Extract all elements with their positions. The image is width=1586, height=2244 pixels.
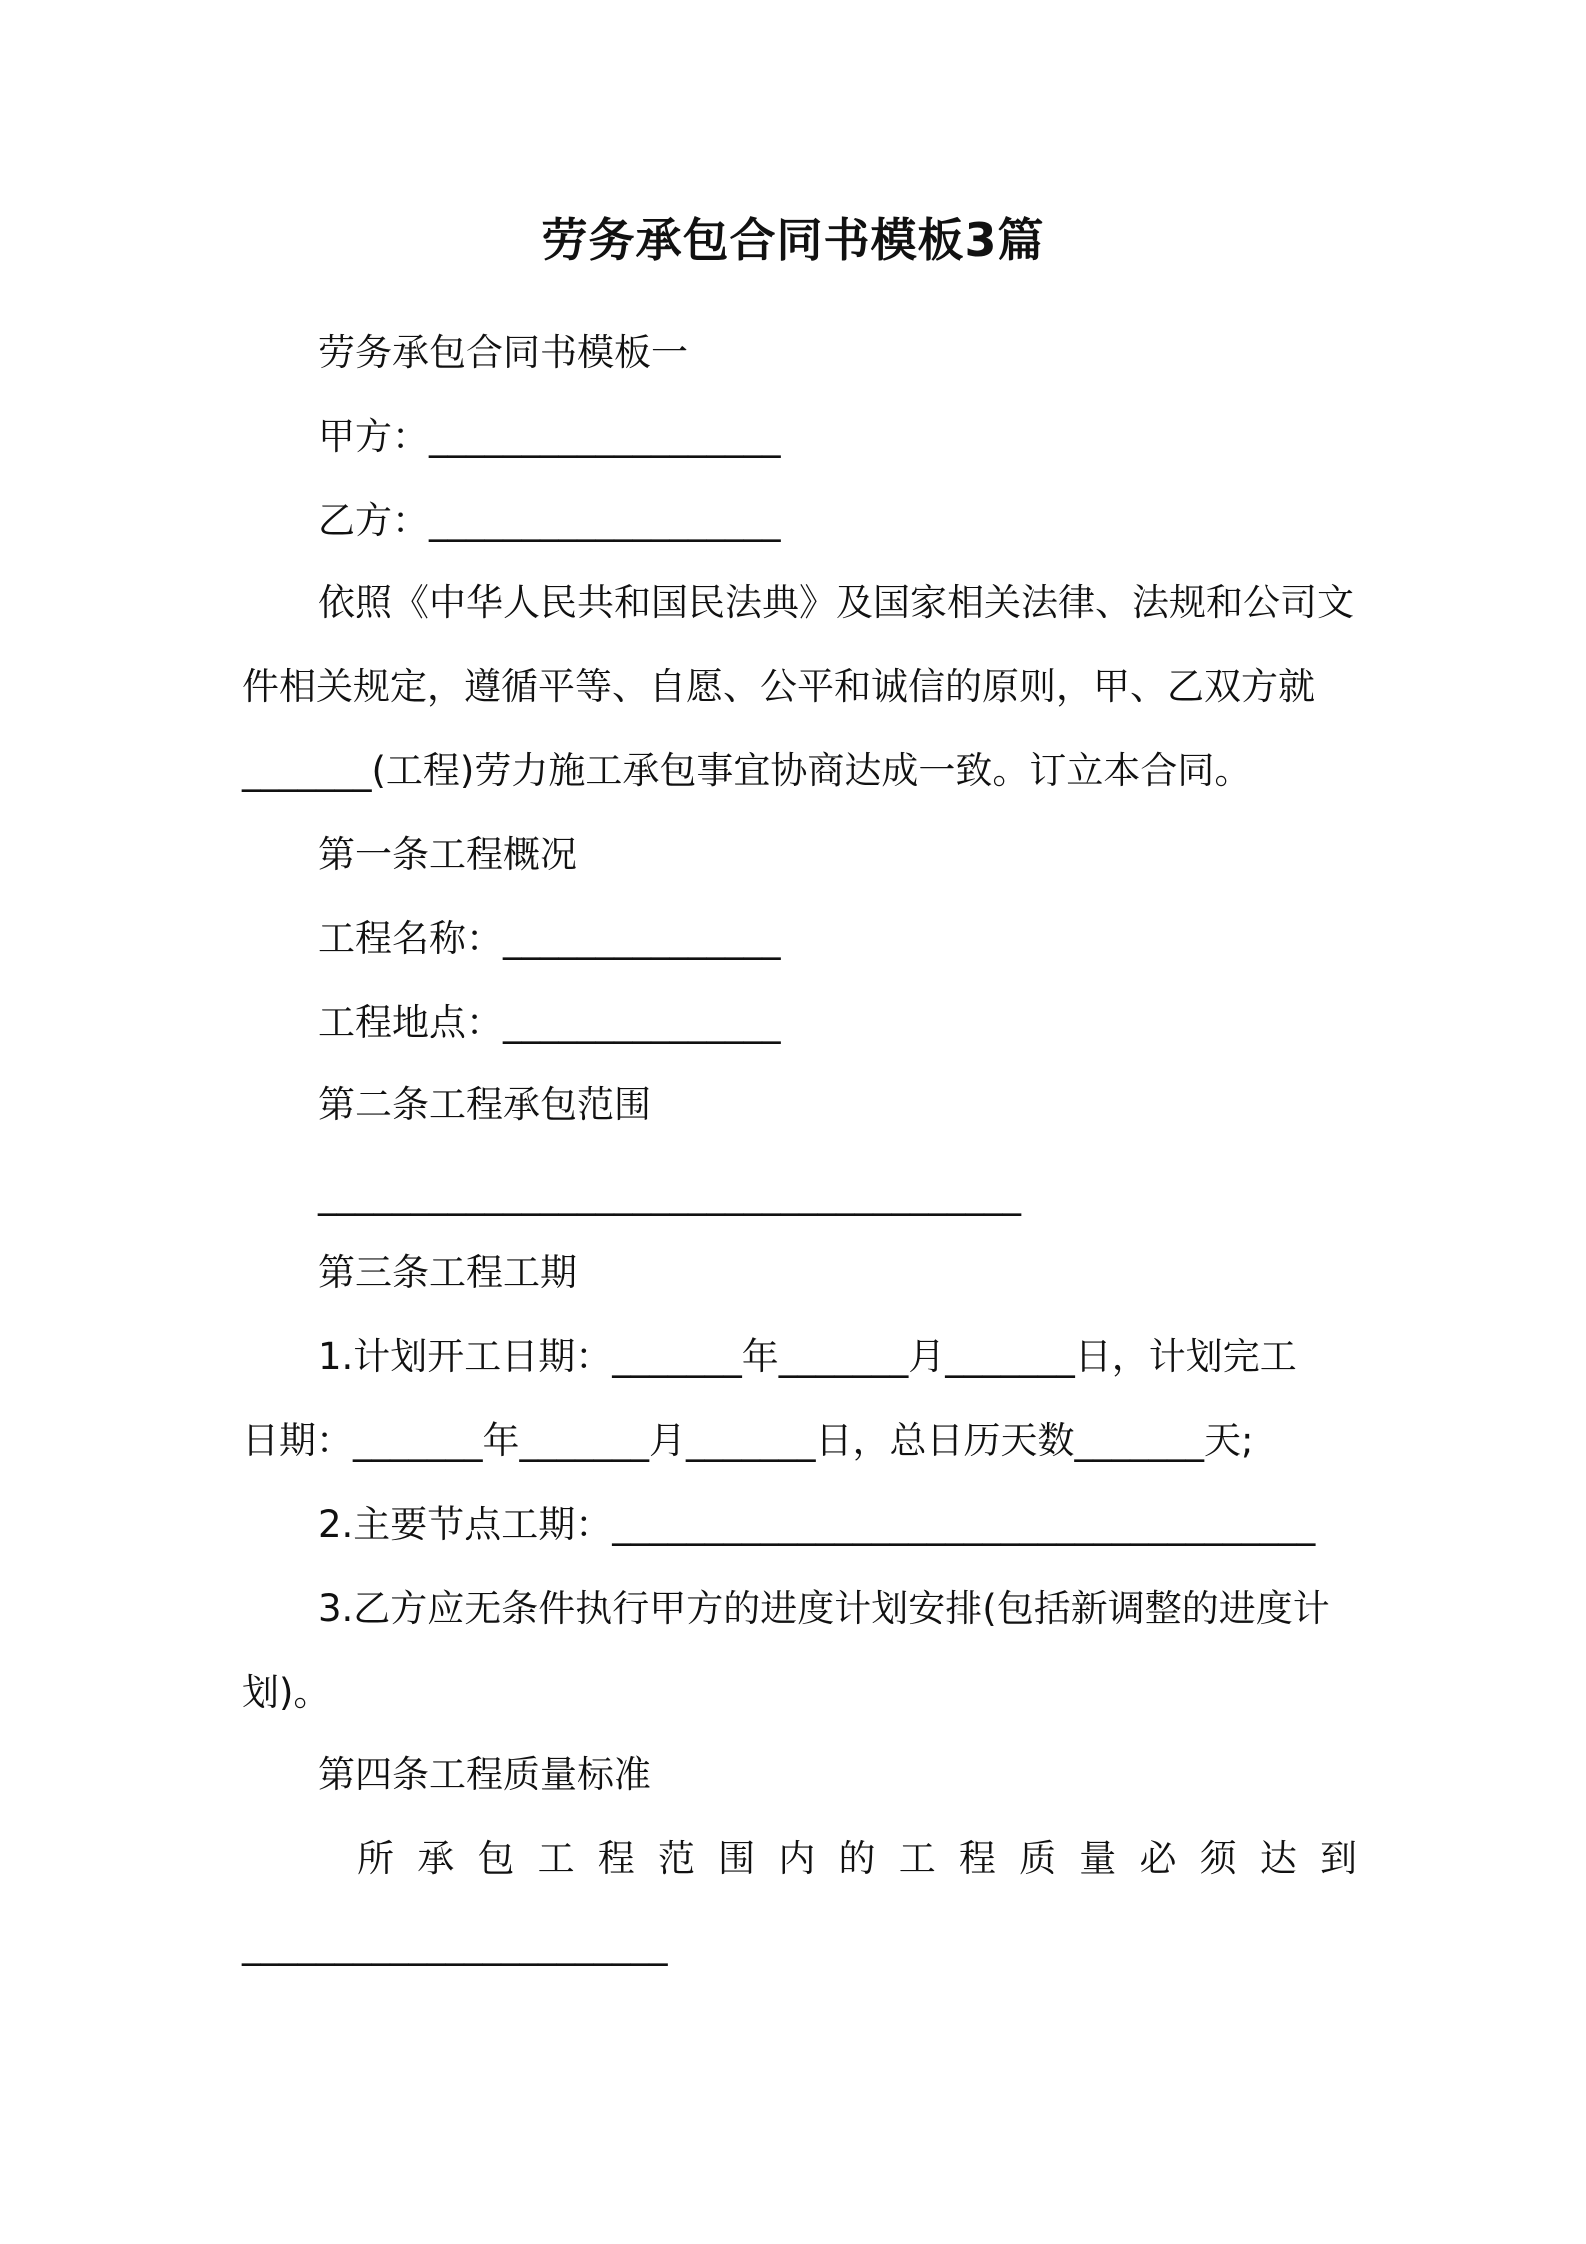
article-4-char: 程 (597, 1837, 635, 1880)
article-4-heading: 第四条工程质量标准 (318, 1753, 651, 1796)
article-4-text-line (357, 1834, 1357, 1884)
article-4-char: 必 (1139, 1837, 1177, 1880)
party-a-line: 甲方：___________________ (318, 415, 781, 458)
article-3-item-1-line-1: 1.计划开工日期：_______年_______月_______日，计划完工 (318, 1335, 1297, 1378)
article-4-char: 的 (838, 1837, 876, 1880)
article-4-char: 承 (417, 1837, 455, 1880)
article-3-item-2: 2.主要节点工期：______________________________________ (318, 1503, 1316, 1546)
article-2-heading: 第二条工程承包范围 (318, 1083, 651, 1126)
article-3-heading: 第三条工程工期 (318, 1251, 577, 1294)
party-b-line: 乙方：___________________ (318, 499, 781, 542)
project-name-line: 工程名称：_______________ (318, 917, 781, 960)
intro-line-3: _______(工程)劳力施工承包事宜协商达成一致。订立本合同。 (242, 749, 1252, 792)
article-4-char: 内 (778, 1837, 816, 1880)
intro-line-1: 依照《中华人民共和国民法典》及国家相关法律、法规和公司文 (318, 581, 1354, 624)
article-2-blank: ______________________________________ (318, 1173, 1021, 1216)
intro-line-2: 件相关规定，遵循平等、自愿、公平和诚信的原则，甲、乙双方就 (242, 665, 1315, 708)
article-4-blank: _______________________ (242, 1923, 668, 1966)
article-3-item-3-line-1: 3.乙方应无条件执行甲方的进度计划安排(包括新调整的进度计 (318, 1587, 1330, 1630)
article-3-item-1-line-2: 日期：_______年_______月_______日，总日历天数_______天; (242, 1419, 1254, 1462)
article-4-char: 围 (718, 1837, 756, 1880)
article-4-char: 工 (537, 1837, 575, 1880)
article-4-char: 范 (657, 1837, 695, 1880)
article-4-char: 所 (357, 1837, 394, 1880)
article-4-char: 须 (1199, 1837, 1237, 1880)
article-4-char: 质 (1019, 1837, 1057, 1880)
article-3-item-3-line-2: 划)。 (242, 1671, 331, 1714)
article-4-char: 量 (1079, 1837, 1117, 1880)
article-4-char: 达 (1259, 1837, 1297, 1880)
article-4-char: 工 (898, 1837, 936, 1880)
article-4-char: 包 (477, 1837, 515, 1880)
project-location-line: 工程地点：_______________ (318, 1001, 781, 1044)
article-4-char: 程 (958, 1837, 996, 1880)
section-subtitle: 劳务承包合同书模板一 (318, 331, 688, 374)
document-title: 劳务承包合同书模板3篇 (541, 213, 1045, 267)
article-1-heading: 第一条工程概况 (318, 833, 577, 876)
article-4-char: 到 (1320, 1837, 1357, 1880)
